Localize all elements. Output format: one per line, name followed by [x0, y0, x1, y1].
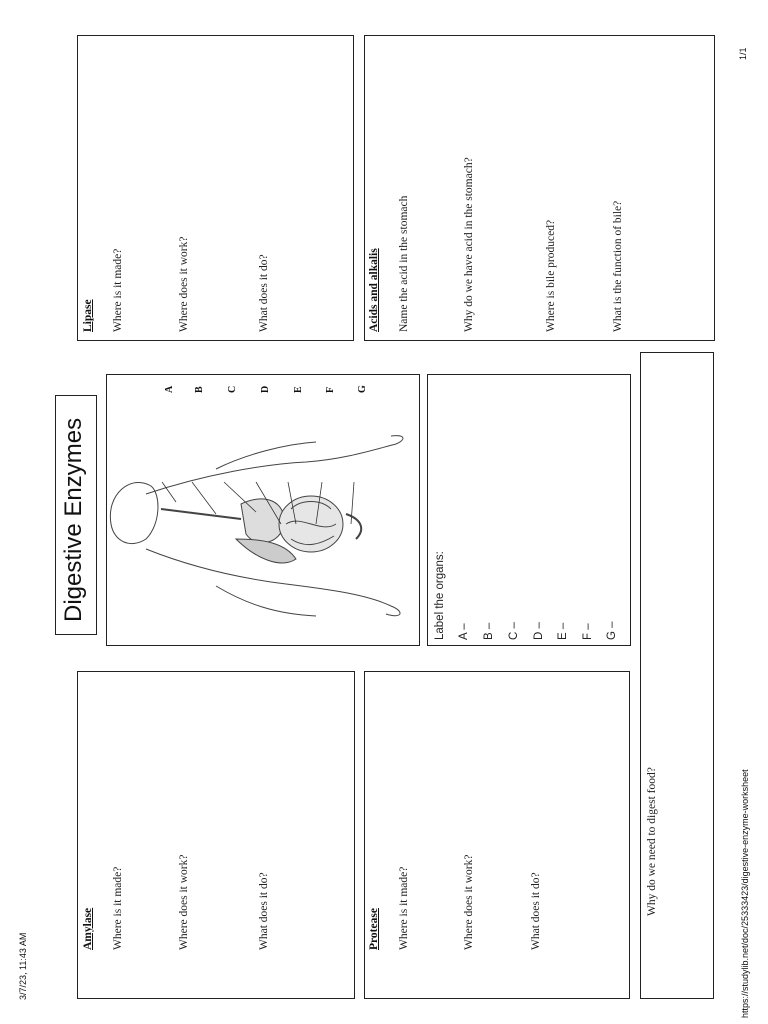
label-item-e[interactable]: E – — [557, 622, 569, 640]
page-title: Digestive Enzymes — [60, 417, 87, 622]
diagram-letter-b: B — [194, 386, 205, 393]
header-datetime: 3/7/23, 11:43 AM — [18, 932, 28, 1000]
lipase-q1: Where is it made? — [112, 248, 124, 332]
protease-heading: Protease — [368, 908, 380, 950]
protease-q2: Where does it work? — [463, 854, 475, 950]
lipase-q3: What does it do? — [258, 254, 270, 332]
label-organs-box — [427, 374, 631, 646]
diagram-letter-d: D — [260, 385, 271, 393]
diagram-letter-e: E — [293, 386, 304, 393]
label-item-a[interactable]: A – — [458, 623, 470, 640]
diagram-letter-f: F — [325, 386, 336, 393]
label-item-b[interactable]: B – — [483, 622, 495, 640]
acids-q1: Name the acid in the stomach — [398, 195, 410, 332]
why-digest-question: Why do we need to digest food? — [646, 767, 658, 916]
label-item-c[interactable]: C – — [508, 622, 520, 640]
amylase-q1: Where is it made? — [112, 866, 124, 950]
acids-q4: What is the function of bile? — [612, 200, 624, 332]
label-item-f[interactable]: F – — [582, 623, 594, 640]
diagram-letter-g: G — [357, 385, 368, 393]
digestive-system-diagram — [106, 374, 420, 646]
diagram-letter-c: C — [227, 385, 238, 393]
lipase-q2: Where does it work? — [178, 236, 190, 332]
amylase-q2: Where does it work? — [178, 854, 190, 950]
protease-q3: What does it do? — [530, 872, 542, 950]
amylase-q3: What does it do? — [258, 872, 270, 950]
label-organs-heading: Label the organs: — [434, 551, 446, 640]
lipase-heading: Lipase — [82, 299, 94, 332]
label-item-d[interactable]: D – — [533, 622, 545, 640]
label-item-g[interactable]: G – — [606, 621, 618, 640]
protease-q1: Where is it made? — [398, 866, 410, 950]
footer-url[interactable]: https://studylib.net/doc/25333423/digestive-enzyme-worksheet — [740, 769, 750, 1018]
acids-alkalis-heading: Acids and alkalis — [368, 248, 380, 332]
diagram-letter-a: A — [164, 385, 175, 393]
acids-q2: Why do we have acid in the stomach? — [463, 157, 475, 332]
amylase-heading: Amylase — [82, 907, 94, 950]
header-page-number: 1/1 — [738, 47, 748, 60]
acids-alkalis-box — [364, 35, 715, 341]
acids-q3: Where is bile produced? — [545, 219, 557, 332]
